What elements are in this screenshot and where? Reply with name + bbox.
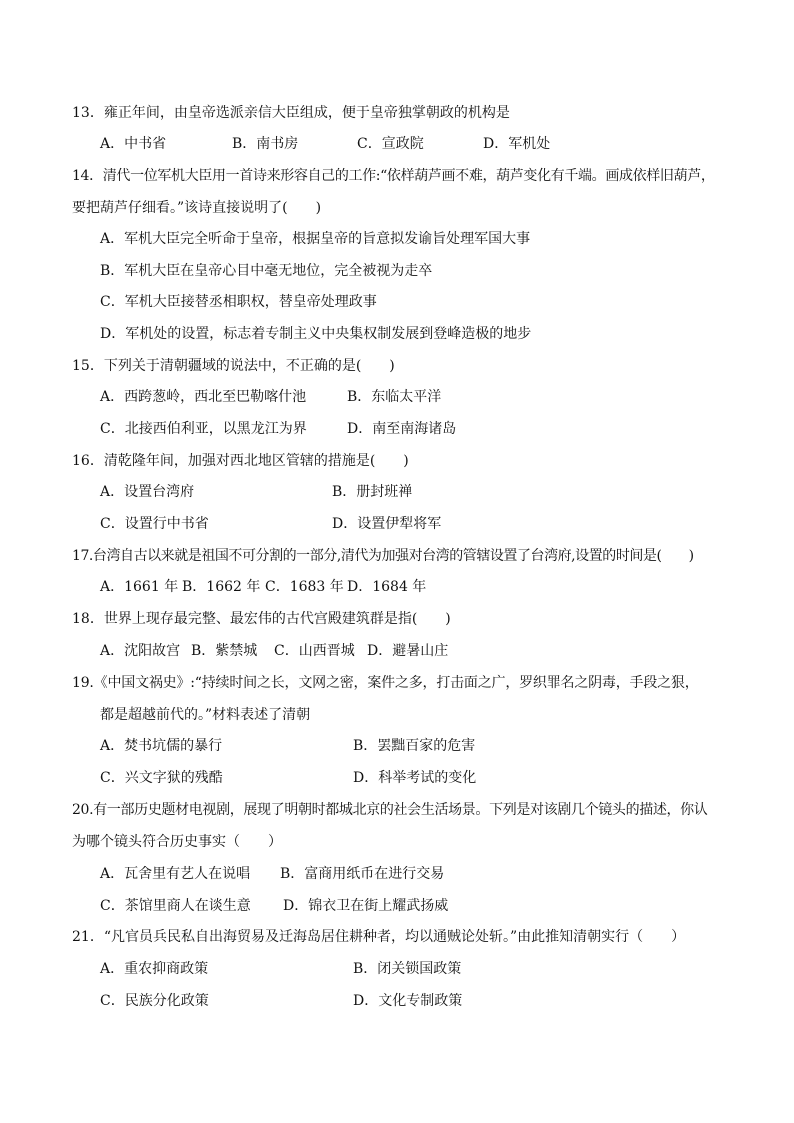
question-14-stem-line-1: 14．清代一位军机大臣用一首诗来形容自己的工作:“依样葫芦画不难，葫芦变化有千端。画成依样旧葫芦， xyxy=(72,168,715,184)
question-15-option-b: B．东临太平洋 xyxy=(347,389,442,405)
question-18-option-b: B．紫禁城 xyxy=(191,643,258,659)
question-14-option-d: D．军机处的设置，标志着专制主义中央集权制发展到登峰造极的地步 xyxy=(100,326,532,342)
question-16-option-c: C．设置行中书省 xyxy=(100,516,209,532)
question-19-option-d: D．科举考试的变化 xyxy=(353,770,477,786)
question-19-stem-line-1: 19.《中国文祸史》:“持续时间之长，文网之密，案件之多，打击面之广，罗织罪名之阴毒，手段之狠， xyxy=(72,675,699,691)
question-21-option-d: D．文化专制政策 xyxy=(353,993,463,1009)
question-21-stem: 21．“凡官员兵民私自出海贸易及迁海岛居住耕种者，均以通贼论处斩。”由此推知清朝实行（ ） xyxy=(72,929,686,945)
question-14-option-a: A．军机大臣完全听命于皇帝，根据皇帝的旨意拟发谕旨处理军国大事 xyxy=(100,231,531,247)
question-13-option-c: C．宣政院 xyxy=(357,136,424,152)
question-19-stem-line-2: 都是超越前代的。”材料表述了清朝 xyxy=(100,707,311,723)
question-20-option-a: A．瓦舍里有艺人在说唱 xyxy=(100,866,251,882)
question-19-option-a: A．焚书坑儒的暴行 xyxy=(100,738,223,754)
question-21-option-b: B．闭关锁国政策 xyxy=(353,961,462,977)
question-14-option-c: C．军机大臣接替丞相职权，替皇帝处理政事 xyxy=(100,294,377,310)
question-16-option-a: A．设置台湾府 xyxy=(100,484,195,500)
question-20-option-c: C．茶馆里商人在谈生意 xyxy=(100,898,251,914)
question-13-stem: 13．雍正年间，由皇帝选派亲信大臣组成，便于皇帝独掌朝政的机构是 xyxy=(72,105,510,121)
question-17-option-a: A．1661 年 xyxy=(100,579,179,595)
question-17-stem: 17.台湾自古以来就是祖国不可分割的一部分,清代为加强对台湾的管辖设置了台湾府,设置的时间是( ) xyxy=(72,548,694,564)
question-17-option-b: B．1662 年 xyxy=(182,579,261,595)
question-17-option-c: C．1683 年 xyxy=(265,579,344,595)
question-16-option-b: B．册封班禅 xyxy=(332,484,413,500)
question-13-option-b: B．南书房 xyxy=(232,136,299,152)
question-21-option-c: C．民族分化政策 xyxy=(100,993,209,1009)
question-15-stem: 15．下列关于清朝疆域的说法中，不正确的是( ) xyxy=(72,358,395,374)
question-16-stem: 16．清乾隆年间，加强对西北地区管辖的措施是( ) xyxy=(72,453,409,469)
question-16-option-d: D．设置伊犁将军 xyxy=(332,516,442,532)
question-20-stem-line-1: 20.有一部历史题材电视剧，展现了明朝时都城北京的社会生活场景。下列是对该剧几个镜头的描述，你认 xyxy=(72,802,708,818)
question-20-stem-line-2: 为哪个镜头符合历史事实（ ） xyxy=(72,834,282,850)
question-19-option-b: B．罢黜百家的危害 xyxy=(353,738,476,754)
question-13-option-d: D．军机处 xyxy=(483,136,551,152)
question-18-option-d: D．避暑山庄 xyxy=(367,643,449,659)
question-19-option-c: C．兴文字狱的残酷 xyxy=(100,770,223,786)
question-18-option-a: A．沈阳故宫 xyxy=(100,643,181,659)
question-14-stem-line-2: 要把葫芦仔细看。”该诗直接说明了( ) xyxy=(72,200,322,216)
question-20-option-d: D．锦衣卫在街上耀武扬威 xyxy=(283,898,449,914)
question-18-stem: 18．世界上现存最完整、最宏伟的古代宫殿建筑群是指( ) xyxy=(72,611,451,627)
question-20-option-b: B．富商用纸币在进行交易 xyxy=(280,866,445,882)
question-15-option-a: A．西跨葱岭，西北至巴勒喀什池 xyxy=(100,389,307,405)
question-14-option-b: B．军机大臣在皇帝心目中毫无地位，完全被视为走卒 xyxy=(100,263,433,279)
question-13-option-a: A．中书省 xyxy=(100,136,167,152)
question-21-option-a: A．重农抑商政策 xyxy=(100,961,209,977)
question-15-option-d: D．南至南海诸岛 xyxy=(347,421,457,437)
question-18-option-c: C．山西晋城 xyxy=(274,643,355,659)
question-15-option-c: C．北接西伯利亚，以黑龙江为界 xyxy=(100,421,307,437)
question-17-option-d: D．1684 年 xyxy=(347,579,427,595)
